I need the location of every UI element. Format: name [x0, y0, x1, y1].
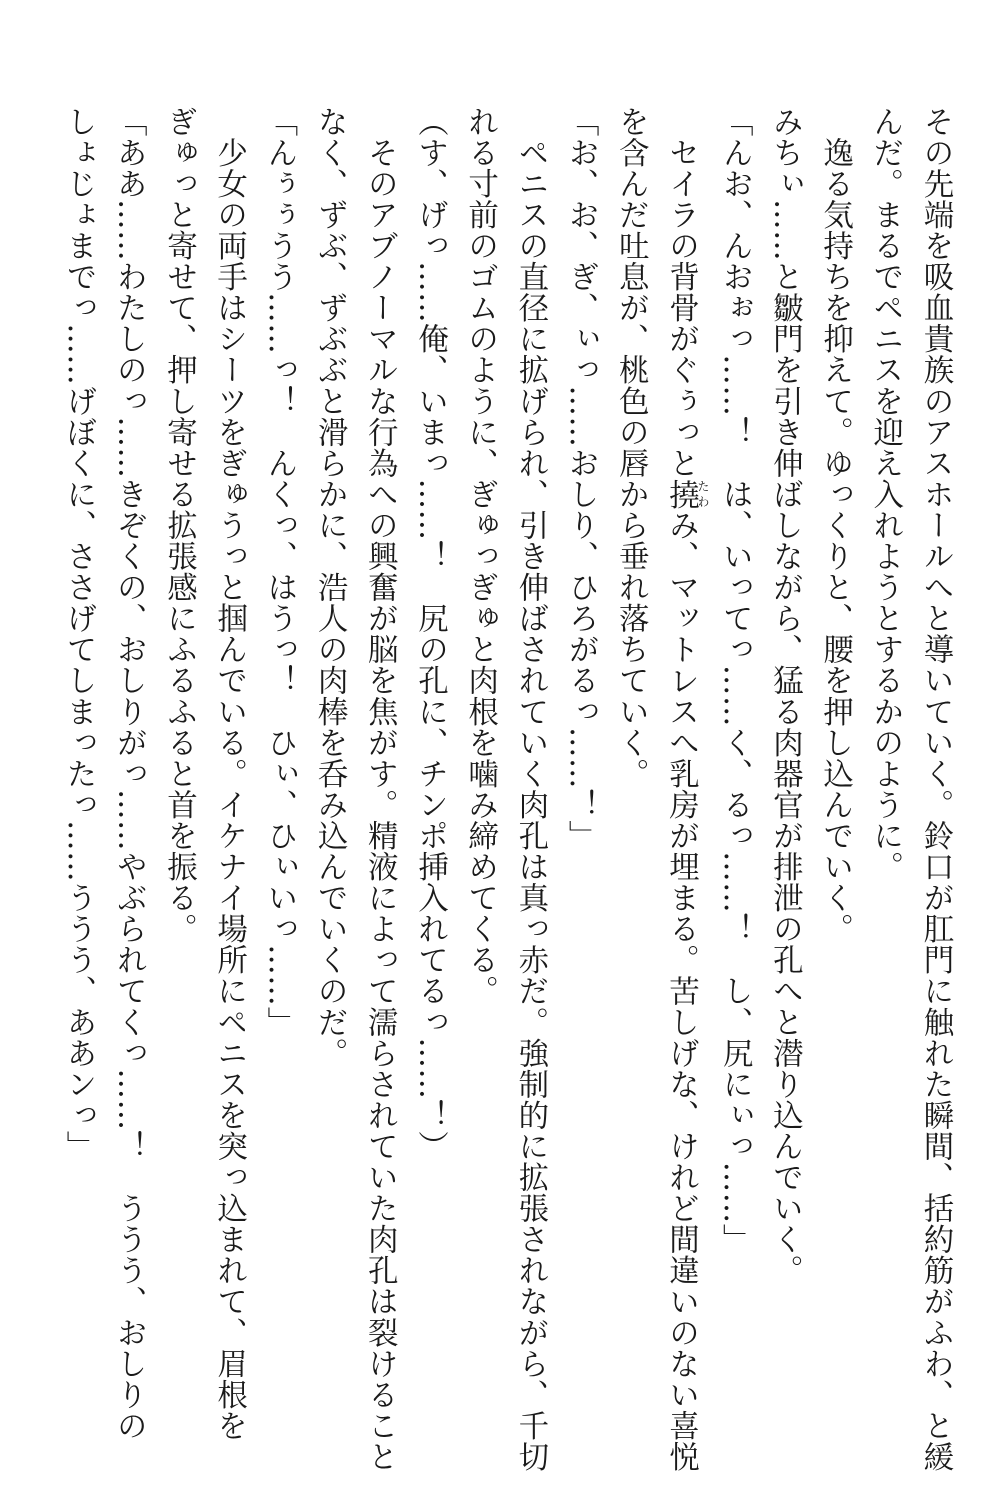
- text-line-9: ペニスの直径に拡げられ、引き伸ばされていく肉孔は真っ赤だ。強制的に拡張されながら、千切: [512, 106, 548, 1473]
- text-line-7: を含んだ吐息が、桃色の唇から垂れ落ちていく。: [613, 106, 649, 790]
- text-line-12: そのアブノーマルな行為への興奮が脳を焦がす。精液によって濡らされていた肉孔は裂けること: [362, 106, 398, 1473]
- text-line-17: 「ああ……わたしのっ……きぞくの、おしりがっ……やぶられてくっ……！ ううう、おしりの: [111, 106, 147, 1442]
- furigana-word: 撓たわ: [663, 478, 710, 510]
- furigana-reading: たわ: [695, 478, 710, 510]
- vertical-text-body: [53, 106, 960, 1473]
- text-line-18: しょじょまでっ……げぼくに、ささげてしまったっ……ううう、ああンっ」: [61, 106, 97, 1162]
- text-line-11: （す、げっ……俺、いまっ……！ 尻の孔に、チンポ挿入れてるっ……！）: [412, 106, 448, 1162]
- text-line-4: みちぃ……と皺門を引き伸ばしながら、猛る肉器官が排泄の孔へと潜り込んでいく。: [767, 106, 803, 1286]
- text-line-10: れる寸前のゴムのように、ぎゅっぎゅと肉根を噛み締めてくる。: [462, 106, 498, 1007]
- text-line-5: 「んお、んおぉっ……！ は、いってっ……く、るっ……！ し、尻にぃっ……」: [717, 106, 753, 1255]
- text-line-8: 「お、お、ぎ、ぃっ……おしり、ひろがるっ……！」: [563, 106, 599, 852]
- text-line-2: んだ。まるでペニスを迎え入れようとするかのように。: [867, 106, 903, 883]
- text-line-6: セイラの背骨がぐぅっと撓たわみ、マットレスへ乳房が埋まる。苦しげな、けれど間違いのない喜悦: [663, 106, 710, 1473]
- text-line-14: 「んぅぅうう……っ！ んくっ、はうっ！ ひぃ、ひぃいっ……」: [261, 106, 297, 1038]
- text-line-13: なく、ずぶ、ずぶぶと滑らかに、浩人の肉棒を呑み込んでいくのだ。: [312, 106, 348, 1069]
- text-line-15: 少女の両手はシーツをぎゅうっと掴んでいる。イケナイ場所にペニスを突っ込まれて、眉根を: [211, 106, 247, 1442]
- text-line-1: その先端を吸血貴族のアスホールへと導いていく。鈴口が肛門に触れた瞬間、括約筋がふわ、と緩: [918, 106, 953, 1473]
- text-line-16: ぎゅっと寄せて、押し寄せる拡張感にふるふると首を振る。: [161, 106, 197, 945]
- text-line-3: 逸る気持ちを抑えて。ゆっくりと、腰を押し込んでいく。: [817, 106, 853, 945]
